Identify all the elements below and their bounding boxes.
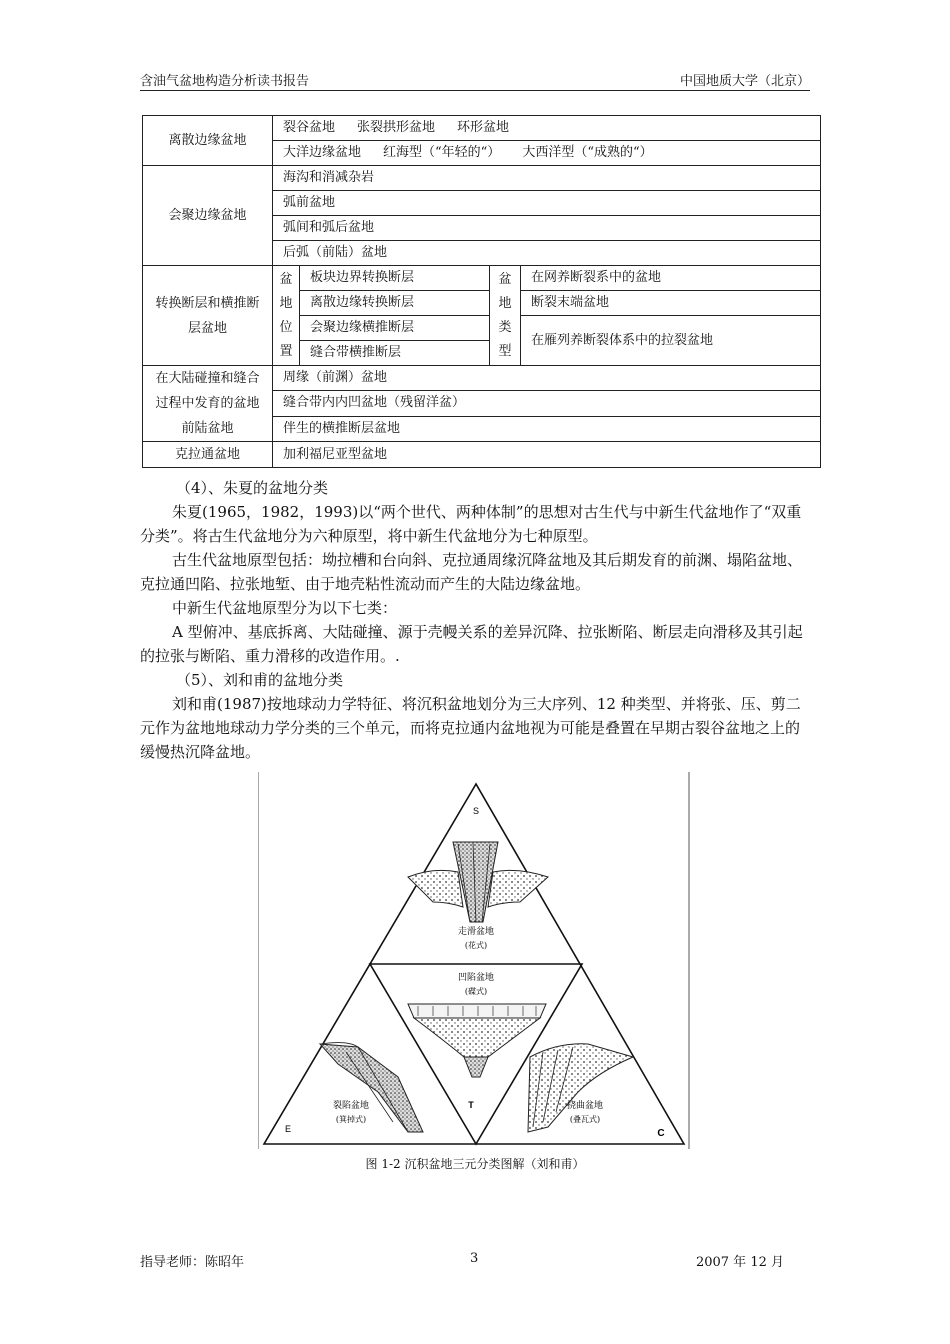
- ternary-basin-diagram: [258, 772, 690, 1149]
- rift-basin-sub: (箕掉式): [335, 1115, 367, 1124]
- collision-item: 伴生的横推断层盆地: [273, 416, 821, 441]
- type-item: 断裂末端盆地: [521, 291, 821, 316]
- basin-position-label: 盆 地 位 置: [273, 266, 300, 366]
- type-item: 在雁列养断裂体系中的拉裂盆地: [521, 316, 821, 366]
- paragraph: A 型俯冲、基底拆离、大陆碰撞、源于壳幔关系的差异沉降、拉张断陷、断层走向滑移及其引起的拉张与断陷、重力滑移的改造作用。.: [140, 623, 803, 665]
- category-convergent: 会聚边缘盆地: [143, 166, 273, 266]
- position-item: 缝合带横推断层: [300, 341, 490, 366]
- category-craton: 克拉通盆地: [143, 442, 273, 468]
- paragraph: 古生代盆地原型包括：坳拉槽和台向斜、克拉通周缘沉降盆地及其后期发育的前渊、塌陷盆地、克拉通凹陷、拉张地堑、由于地壳粘性流动而产生的大陆边缘盆地。: [140, 551, 803, 593]
- position-item: 会聚边缘横推断层: [300, 316, 490, 341]
- sag-basin-sub: (碟式): [464, 987, 488, 996]
- craton-item: 加利福尼亚型盆地: [273, 442, 821, 468]
- center-t-label: T: [468, 1100, 474, 1110]
- flexural-basin-label: 挠曲盆地: [566, 1101, 604, 1111]
- strike-slip-basin-sketch: [408, 842, 548, 922]
- position-item: 离散边缘转换断层: [300, 291, 490, 316]
- paragraph: 中新生代盆地原型分为以下七类：: [172, 599, 398, 617]
- category-collision: 在大陆碰撞和缝合过程中发育的盆地前陆盆地: [143, 366, 273, 442]
- header-title: 含油气盆地构造分析读书报告: [140, 74, 310, 89]
- page-header: [140, 70, 810, 91]
- collision-item: 缝合带内内凹盆地（残留洋盆）: [273, 391, 821, 416]
- type-item: 在网养断裂系中的盆地: [521, 266, 821, 291]
- position-item: 板块边界转换断层: [300, 266, 490, 291]
- section-heading-4: （4）、朱夏的盆地分类: [176, 479, 329, 497]
- page-number: 3: [470, 1251, 479, 1266]
- paragraph: 刘和甫(1987)按地球动力学特征、将沉积盆地划分为三大序列、12 种类型、并将张、压、剪二元作为盆地地球动力学分类的三个单元，而将克拉通内盆地视为可能是叠置在早期古裂谷盆地之上的缓慢热沉降盆地。: [140, 695, 801, 761]
- convergent-item: 弧前盆地: [273, 191, 821, 216]
- basin-classification-table: [142, 115, 821, 468]
- convergent-item: 弧间和弧后盆地: [273, 216, 821, 241]
- footer-advisor: 指导老师：陈昭年: [140, 1255, 245, 1270]
- rift-basin-label: 裂陷盆地: [332, 1101, 370, 1111]
- sag-basin-label: 凹陷盆地: [457, 973, 495, 983]
- section-heading-5: （5）、刘和甫的盆地分类: [176, 671, 344, 689]
- vertex-c-label: C: [657, 1128, 665, 1139]
- category-divergent: 离散边缘盆地: [143, 116, 273, 166]
- paragraph: 朱夏(1965，1982，1993)以“两个世代、两种体制”的思想对古生代与中新生代盆地作了“双重分类”。将古生代盆地分为六种原型，将中新生代盆地分为七种原型。: [140, 503, 802, 545]
- footer-date: 2007 年 12 月: [695, 1255, 784, 1270]
- body-text: [140, 476, 812, 764]
- vertex-e-label: E: [284, 1124, 292, 1134]
- basin-type-label: 盆 地 类 型: [490, 266, 521, 366]
- strike-slip-sub: (花式): [464, 941, 488, 950]
- divergent-row-2: 大洋边缘盆地 红海型（“年轻的“） 大西洋型（“成熟的“）: [273, 141, 821, 166]
- flexural-basin-sub: (叠瓦式): [569, 1115, 601, 1124]
- divergent-row-1: 裂谷盆地 张裂拱形盆地 环形盆地: [273, 116, 821, 141]
- vertex-s-label: S: [472, 806, 480, 816]
- category-transform: 转换断层和横推断层盆地: [143, 266, 273, 366]
- convergent-item: 后弧（前陆）盆地: [273, 241, 821, 266]
- header-university: 中国地质大学（北京）: [679, 74, 810, 89]
- strike-slip-label: 走滑盆地: [457, 927, 495, 937]
- figure-caption: 图 1-2 沉积盆地三元分类图解（刘和甫）: [365, 1157, 585, 1171]
- sag-basin-sketch: [408, 1004, 546, 1077]
- collision-item: 周缘（前渊）盆地: [273, 366, 821, 391]
- convergent-item: 海沟和消减杂岩: [273, 166, 821, 191]
